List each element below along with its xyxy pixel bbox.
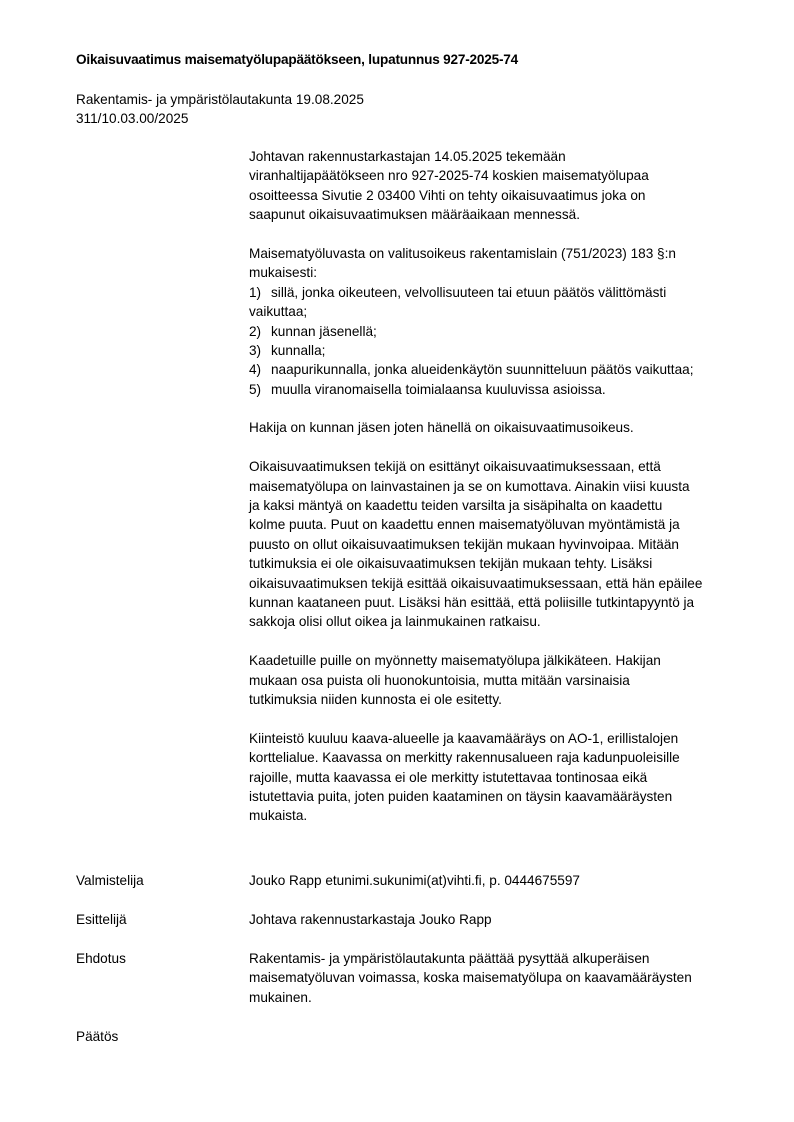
text-line: Kaadetuille puille on myönnetty maisematyölupa jälkikäteen. Hakijan [249, 653, 661, 669]
text-line: Maisematyöluvasta on valitusoikeus rakentamislain (751/2023) 183 §:n [249, 245, 676, 261]
list-number: 5) [249, 381, 262, 397]
text-line: ja kaksi mäntyä on kaadettu teiden varsilta ja sisäpihalta on kaadettu [249, 498, 663, 514]
list-text: vaikuttaa; [249, 304, 308, 320]
text-line: Kiinteistö kuuluu kaava-alueelle ja kaavamääräys on AO-1, erillistalojen [249, 730, 679, 746]
proposal-value [249, 949, 749, 1007]
list-text: kunnan jäsenellä; [271, 323, 377, 339]
proposal-label: Ehdotus [76, 951, 126, 966]
text-line: mukaisesti: [249, 265, 317, 281]
list-text: naapurikunnalla, jonka alueidenkäytön suunnitteluun päätös vaikuttaa; [271, 362, 694, 378]
list-item [249, 322, 749, 341]
text-line: mukaan osa puista oli huonokuntoisia, mutta mitään varsinaisia [249, 672, 630, 688]
text-line: tutkimuksia niiden kunnosta ei ole esitetty. [249, 691, 502, 707]
presenter-value: Johtava rakennustarkastaja Jouko Rapp [249, 912, 492, 927]
list-number: 1) [249, 284, 262, 300]
text-line: viranhaltijapäätökseen nro 927-2025-74 koskien maisematyölupaa [249, 168, 649, 184]
presenter-label: Esittelijä [76, 912, 127, 927]
text-line: oikaisuvaatimuksen tekijä esittää oikaisuvaatimuksessaan, että hän epäilee [249, 575, 703, 591]
text-line: kunnan kaataneen puut. Lisäksi hän esittää, että poliisille tutkintapyyntö ja [249, 594, 695, 610]
list-text: kunnalla; [271, 342, 326, 358]
text-line: maisematyöluvan voimassa, koska maisematyölupa on kaavamääräysten [249, 970, 692, 986]
list-number: 2) [249, 323, 262, 339]
paragraph-appeal-rights [249, 244, 749, 399]
text-line: mukaista. [249, 808, 308, 824]
text-line: Hakija on kunnan jäsen joten hänellä on oikaisuvaatimusoikeus. [249, 420, 634, 436]
text-line: tutkimuksia ei ole oikaisuvaatimuksen tekijän mukaan tehty. Lisäksi [249, 556, 653, 572]
meeting-info: Rakentamis- ja ympäristölautakunta 19.08.2025 [76, 92, 364, 107]
document-title: Oikaisuvaatimus maisematyölupapäätökseen, lupatunnus 927-2025-74 [76, 52, 519, 67]
text-line: Oikaisuvaatimuksen tekijä on esittänyt oikaisuvaatimuksessaan, että [249, 459, 661, 475]
text-line: Rakentamis- ja ympäristölautakunta päättää pysyttää alkuperäisen [249, 951, 650, 966]
list-item [249, 341, 749, 360]
preparer-value: Jouko Rapp etunimi.sukunimi(at)vihti.fi, p. 0444675597 [249, 873, 580, 888]
text-line: saapunut oikaisuvaatimuksen määräaikaan mennessä. [249, 207, 580, 223]
record-number: 311/10.03.00/2025 [76, 111, 189, 127]
list-item [249, 302, 749, 321]
paragraph-appellant-claims [249, 457, 749, 632]
document-body [249, 147, 749, 845]
paragraph-permit-granted [249, 651, 749, 709]
paragraph-appeal-intro [249, 147, 749, 225]
list-item [249, 380, 749, 399]
decision-label: Päätös [76, 1029, 119, 1044]
paragraph-zoning [249, 729, 749, 826]
text-line: Johtavan rakennustarkastajan 14.05.2025 tekemään [249, 149, 566, 164]
list-item [249, 283, 749, 302]
list-text: muulla viranomaisella toimialaansa kuuluvissa asioissa. [271, 381, 606, 397]
text-line: kolme puuta. Puut on kaadettu ennen maisematyöluvan myöntämistä ja [249, 517, 680, 533]
text-line: rajoille, mutta kaavassa ei ole merkitty istutettavaa tontinosaa eikä [249, 769, 648, 785]
paragraph-applicant-right [249, 418, 749, 437]
list-item [249, 360, 749, 379]
preparer-label: Valmistelija [76, 873, 144, 888]
text-line: maisematyölupa on lainvastainen ja se on kumottava. Ainakin viisi kuusta [249, 478, 690, 494]
text-line: istutettavia puita, joten puiden kaataminen on täysin kaavamääräysten [249, 788, 673, 804]
text-line: puusto on ollut oikaisuvaatimuksen tekijän mukaan hyvinvoipaa. Mitään [249, 536, 679, 552]
text-line: mukainen. [249, 989, 312, 1005]
document-meta [76, 90, 364, 129]
list-number: 4) [249, 362, 262, 378]
text-line: osoitteessa Sivutie 2 03400 Vihti on tehty oikaisuvaatimus joka on [249, 187, 646, 203]
list-text: sillä, jonka oikeuteen, velvollisuuteen tai etuun päätös välittömästi [271, 284, 667, 300]
text-line: sakkoja olisi ollut oikea ja lainmukainen ratkaisu. [249, 614, 541, 630]
text-line: korttelialue. Kaavassa on merkitty rakennusalueen raja kadunpuoleisille [249, 750, 680, 766]
list-number: 3) [249, 342, 262, 358]
